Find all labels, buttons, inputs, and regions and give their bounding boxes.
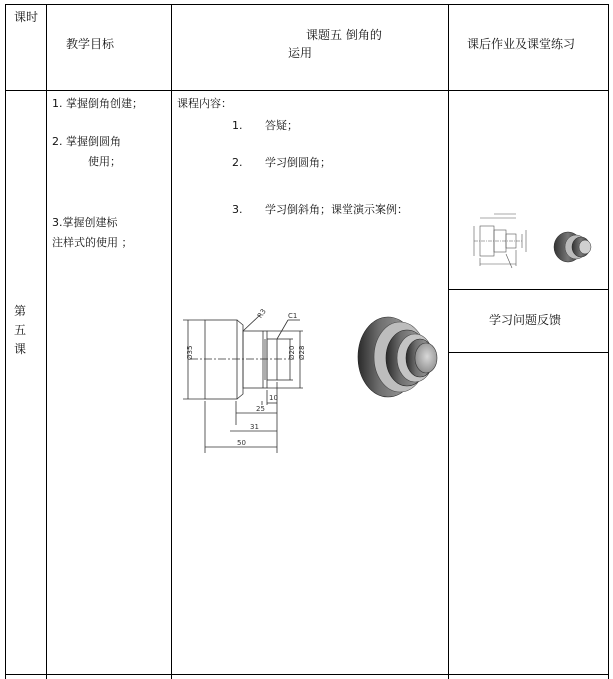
header-lesson-title-line2: 运用 — [288, 46, 313, 60]
table-bottom-divider — [5, 674, 609, 675]
dim-d20: Ø20 — [288, 345, 296, 360]
homework-3d-thumbnail — [552, 230, 594, 264]
goal-item-3-line1: 3.掌握创建标 — [52, 216, 118, 229]
shaft-technical-drawing — [180, 305, 320, 455]
dim-d35: Ø35 — [186, 345, 194, 360]
lesson-label-char-3: 课 — [14, 342, 27, 356]
dim-d28: Ø28 — [298, 345, 306, 360]
header-goals: 教学目标 — [66, 37, 115, 51]
header-period: 课时 — [14, 10, 39, 24]
table-border-top — [5, 4, 609, 5]
content-step-1-num: 1. — [232, 119, 243, 132]
content-step-3-num: 3. — [232, 203, 243, 216]
goal-item-1: 1. 掌握倒角创建； — [52, 97, 143, 110]
dim-50: 50 — [237, 439, 246, 447]
dim-10: 10 — [269, 394, 278, 402]
lesson-label-char-1: 第 — [14, 304, 27, 318]
shaft-3d-render — [352, 313, 444, 401]
table-col-divider-2 — [171, 4, 172, 679]
table-border-right — [608, 4, 609, 679]
header-lesson-title-line1: 课题五 倒角的 — [306, 28, 382, 42]
dim-r3: R3 — [255, 307, 268, 320]
homework-drawing-thumbnail — [470, 210, 540, 270]
goal-item-2-line2: 使用； — [88, 155, 121, 168]
goal-item-2-line1: 2. 掌握倒圆角 — [52, 135, 121, 148]
content-step-3-text: 学习倒斜角；课堂演示案例： — [265, 203, 408, 216]
dim-25: 25 — [256, 405, 265, 413]
content-step-1-text: 答疑； — [265, 119, 298, 132]
table-header-divider — [5, 90, 609, 91]
feedback-title: 学习问题反馈 — [489, 313, 562, 327]
table-feedback-divider — [448, 289, 609, 290]
dim-c1: C1 — [288, 312, 298, 320]
table-feedback-divider-2 — [448, 352, 609, 353]
table-col-divider-1 — [46, 4, 47, 679]
lesson-label-char-2: 五 — [14, 323, 27, 337]
table-border-left — [5, 4, 6, 679]
header-homework: 课后作业及课堂练习 — [467, 37, 576, 51]
dim-31: 31 — [250, 423, 259, 431]
table-col-divider-3 — [448, 4, 449, 679]
content-step-2-text: 学习倒圆角； — [265, 156, 331, 169]
content-step-2-num: 2. — [232, 156, 243, 169]
goal-item-3-line2: 注样式的使用 ； — [52, 236, 133, 249]
content-heading: 课程内容： — [177, 97, 232, 110]
